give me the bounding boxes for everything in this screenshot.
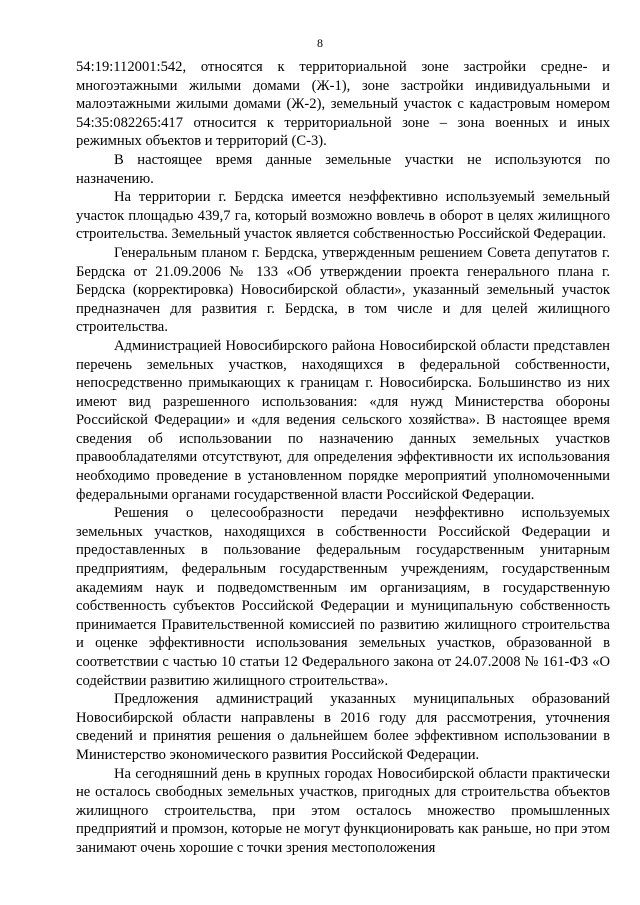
paragraph-berdsk-land: На территории г. Бердска имеется неэффективно используемый земельный участок площадью 439,7 га, который возможно вовлечь в оборот в целях жилищного строительства. Земельный участок является собственностью Российской Федерации. [76,189,610,243]
paragraph-district-list: Администрацией Новосибирского района Новосибирской области представлен перечень земельных участков, находящихся в федеральной собственности, непосредственно примыкающих к границам г. Новосибирска. Большинство из них имеют вид разрешенного использования: «для нужд Министерства обороны Российской Федерации» и «для ведения сельского хозяйства». В настоящее время сведения об использовании по назначению данных земельных участков правообладателями отсутствуют, для определения эффективности их использования необходимо проведение в установленном порядке мероприятий уполномоченными федеральными органами государственной власти Российской Федерации. [76,337,610,503]
paragraph-large-cities: На сегодняшний день в крупных городах Новосибирской области практически не осталось свободных земельных участков, пригодных для строительства объектов жилищного строительства, при этом осталось множество промышленных предприятий и промзон, которые не могут функционировать как раньше, но при этом занимают очень хорошие с точки зрения местоположения [76,765,610,856]
paragraph-transfer-decisions: Решения о целесообразности передачи неэффективно используемых земельных участков, находящихся в собственности Российской Федерации и предоставленных в пользование федеральным государственным унитарным предприятиям, федеральным государственным учреждениям, государственным академиям наук и подведомственным им организациям, в государственную собственность субъектов Российской Федерации и муниципальную собственность принимается Правительственной комиссией по развитию жилищного строительства и оценке эффективности использования земельных участков, образованной в соответствии с частью 10 статьи 12 Федерального закона от 24.07.2008 № 161-ФЗ «О содействии развитию жилищного строительства». [76,505,610,689]
document-body [76,58,610,858]
paragraph-proposals: Предложения администраций указанных муниципальных образований Новосибирской области направлены в 2016 году для рассмотрения, уточнения сведений и принятия решения о дальнейшем более эффективном использовании в Министерство экономического развития Российской Федерации. [76,691,610,763]
paragraph-general-plan: Генеральным планом г. Бердска, утвержденным решением Совета депутатов г. Бердска от 21.09.2006 № 133 «Об утверждении проекта генерального плана г. Бердска (корректировка) Новосибирской области», указанный земельный участок предназначен для развития г. Бердска, в том числе и для целей жилищного строительства. [76,244,610,336]
paragraph-zoning-continuation: 54:19:112001:542, относятся к территориальной зоне застройки средне- и многоэтажными жилыми домами (Ж-1), зоне застройки индивидуальными и малоэтажными жилыми домами (Ж-2), земельный участок с кадастровым номером 54:35:082265:417 относится к территориальной зоне – зона военных и иных режимных объектов и территорий (С-3). [76,59,610,150]
paragraph-land-unused: В настоящее время данные земельные участки не используются по назначению. [76,151,610,187]
page-number: 8 [317,36,323,50]
